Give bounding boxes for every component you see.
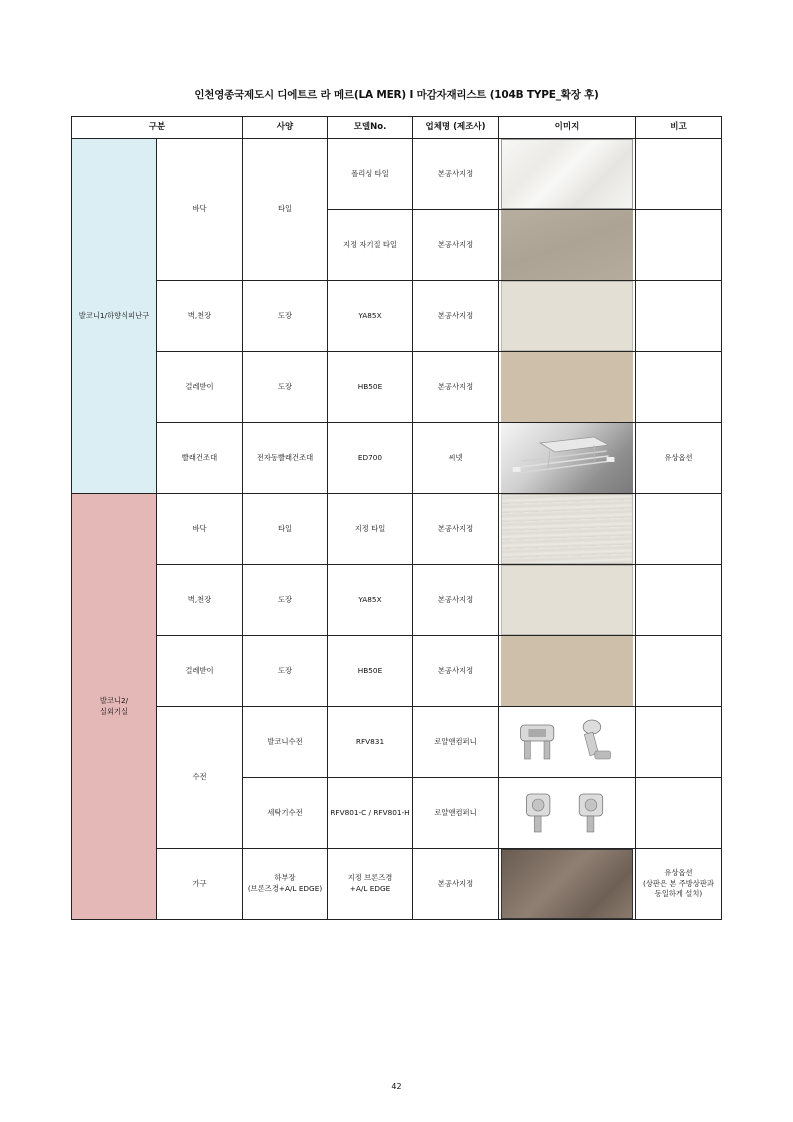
spec-cell: 도장 xyxy=(243,636,328,707)
baseboard-paint-swatch xyxy=(501,636,633,706)
model-cell: RFV831 xyxy=(328,707,413,778)
item-cell: 걸레받이 xyxy=(157,636,243,707)
model-cell: 지정 타일 xyxy=(328,494,413,565)
balcony-faucet-photo xyxy=(501,707,633,777)
maker-cell: 로얄앤컴퍼니 xyxy=(413,707,499,778)
table-row xyxy=(72,423,722,494)
model-cell: 지정 자기질 타일 xyxy=(328,210,413,281)
spec-cell xyxy=(243,849,328,920)
maker-cell: 본공사지정 xyxy=(413,565,499,636)
section-balcony2-line2: 실외기실 xyxy=(99,706,129,716)
model-cell: YA85X xyxy=(328,281,413,352)
header-category: 구분 xyxy=(72,117,243,139)
table-row xyxy=(72,139,722,210)
spec-cell: 도장 xyxy=(243,565,328,636)
model-cell: ED700 xyxy=(328,423,413,494)
note-cell xyxy=(636,636,722,707)
image-cell xyxy=(499,565,636,636)
image-cell xyxy=(499,778,636,849)
model-line: +A/L EDGE xyxy=(349,884,391,893)
image-cell xyxy=(499,210,636,281)
faucet-icon xyxy=(501,707,633,777)
model-cell: RFV801-C / RFV801-H xyxy=(328,778,413,849)
section-balcony2 xyxy=(72,494,157,920)
table-row xyxy=(72,849,722,920)
table-row xyxy=(72,636,722,707)
spec-cell: 발코니수전 xyxy=(243,707,328,778)
note-cell xyxy=(636,778,722,849)
note-cell xyxy=(636,849,722,920)
header-maker: 업체명 (제조사) xyxy=(413,117,499,139)
model-cell: HB50E xyxy=(328,352,413,423)
tile-swatch xyxy=(501,494,633,564)
model-cell: 폴리싱 타일 xyxy=(328,139,413,210)
table-row xyxy=(72,281,722,352)
spec-cell: 타일 xyxy=(243,139,328,281)
paint-swatch xyxy=(501,281,633,351)
image-cell xyxy=(499,281,636,352)
image-cell xyxy=(499,707,636,778)
spec-cell: 도장 xyxy=(243,281,328,352)
maker-cell: 본공사지정 xyxy=(413,210,499,281)
document-title: 인천영종국제도시 디에트르 라 메르(LA MER) I 마감자재리스트 (104B TYPE_확장 후) xyxy=(194,89,599,101)
note-cell: 유상옵션 xyxy=(636,423,722,494)
bronze-mirror-swatch xyxy=(501,849,633,919)
finish-materials-table xyxy=(71,116,722,920)
maker-cell: 씨넷 xyxy=(413,423,499,494)
header-model: 모델No. xyxy=(328,117,413,139)
spec-cell: 타일 xyxy=(243,494,328,565)
spec-line: 하부장 xyxy=(274,873,296,883)
model-cell: HB50E xyxy=(328,636,413,707)
baseboard-paint-swatch xyxy=(501,352,633,422)
item-cell: 걸레받이 xyxy=(157,352,243,423)
table-row xyxy=(72,565,722,636)
model-cell xyxy=(328,849,413,920)
maker-cell: 본공사지정 xyxy=(413,636,499,707)
table-row xyxy=(72,494,722,565)
section-balcony2-line1: 발코니2/ xyxy=(99,695,129,705)
image-cell xyxy=(499,849,636,920)
maker-cell: 본공사지정 xyxy=(413,352,499,423)
model-cell: YA85X xyxy=(328,565,413,636)
image-cell xyxy=(499,139,636,210)
maker-cell: 본공사지정 xyxy=(413,139,499,210)
note-cell xyxy=(636,707,722,778)
item-cell: 벽,천장 xyxy=(157,565,243,636)
item-cell: 바닥 xyxy=(157,139,243,281)
maker-cell: 본공사지정 xyxy=(413,281,499,352)
washer-faucet-photo xyxy=(501,778,633,848)
model-line: 지정 브론즈경 xyxy=(347,873,393,883)
item-cell: 수전 xyxy=(157,707,243,849)
spec-cell: 전자동빨래건조대 xyxy=(243,423,328,494)
note-line: 동일하게 설치) xyxy=(654,889,703,899)
maker-cell: 로얄앤컴퍼니 xyxy=(413,778,499,849)
paint-swatch xyxy=(501,565,633,635)
clothes-dryer-photo xyxy=(501,423,633,493)
faucet-icon xyxy=(501,778,633,848)
clothes-dryer-icon xyxy=(501,423,633,493)
header-image: 이미지 xyxy=(499,117,636,139)
page-number: 42 xyxy=(391,1082,402,1091)
spec-cell: 세탁기수전 xyxy=(243,778,328,849)
note-cell xyxy=(636,210,722,281)
spec-line: (브론즈경+A/L EDGE) xyxy=(247,884,323,893)
note-cell xyxy=(636,281,722,352)
note-cell xyxy=(636,565,722,636)
maker-cell: 본공사지정 xyxy=(413,494,499,565)
image-cell xyxy=(499,352,636,423)
section-balcony1: 발코니1/하향식피난구 xyxy=(72,139,157,494)
table-row xyxy=(72,352,722,423)
note-line: 유상옵션 xyxy=(664,868,693,878)
maker-cell: 본공사지정 xyxy=(413,849,499,920)
header-spec: 사양 xyxy=(243,117,328,139)
note-line: (상판은 본 주방상판과 xyxy=(643,878,714,888)
spec-cell: 도장 xyxy=(243,352,328,423)
image-cell xyxy=(499,423,636,494)
polished-tile-swatch xyxy=(501,139,633,209)
image-cell xyxy=(499,636,636,707)
item-cell: 벽,천장 xyxy=(157,281,243,352)
note-cell xyxy=(636,139,722,210)
porcelain-tile-swatch xyxy=(501,210,633,280)
item-cell: 빨래건조대 xyxy=(157,423,243,494)
item-cell: 가구 xyxy=(157,849,243,920)
table-row xyxy=(72,707,722,778)
note-cell xyxy=(636,352,722,423)
image-cell xyxy=(499,494,636,565)
table-header-row xyxy=(72,117,722,139)
header-note: 비고 xyxy=(636,117,722,139)
note-cell xyxy=(636,494,722,565)
item-cell: 바닥 xyxy=(157,494,243,565)
